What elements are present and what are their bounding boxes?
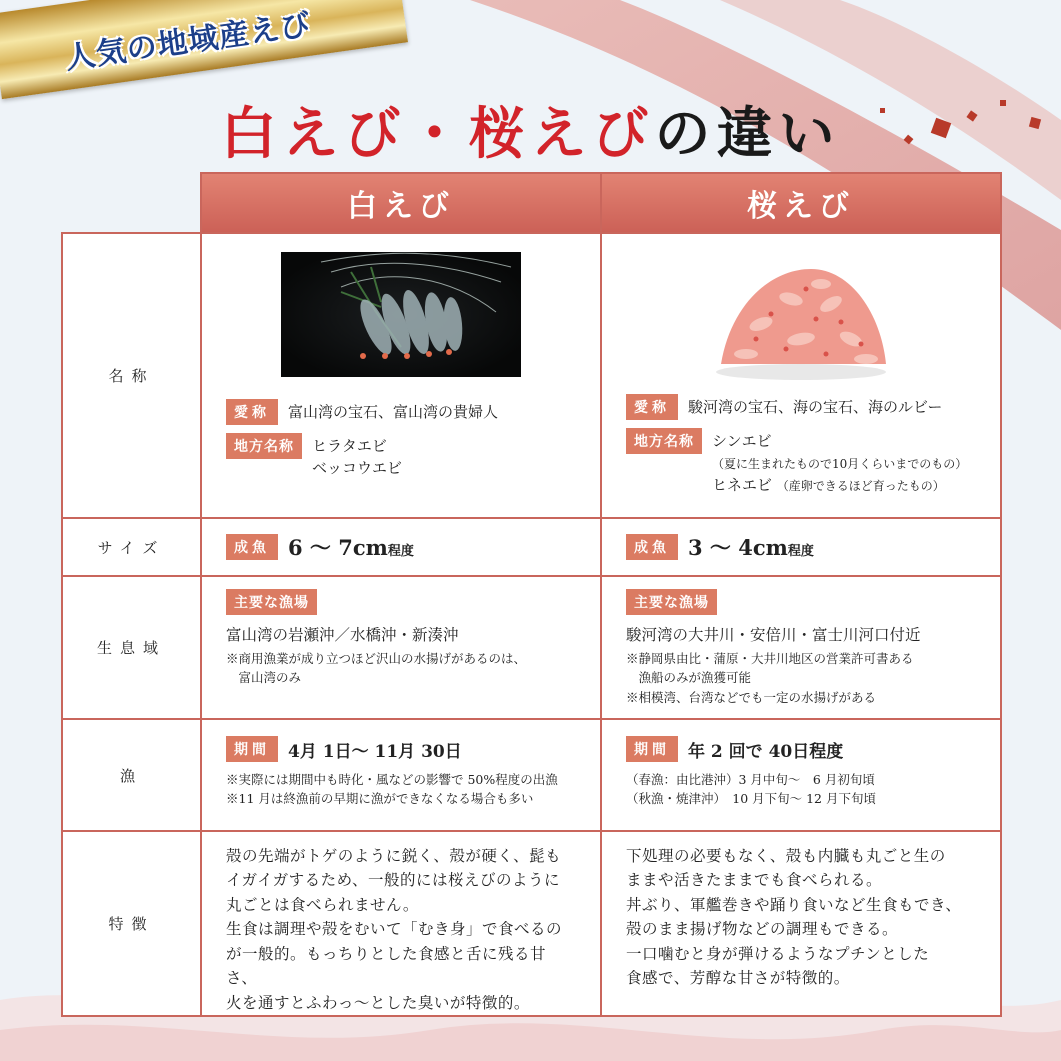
white-fishing-value: 4月 1日〜 11月 30日 — [288, 741, 462, 762]
white-aisho: 富山湾の宝石、富山湾の貴婦人 — [288, 403, 499, 421]
sakura-aisho: 駿河湾の宝石、海の宝石、海のルビー — [688, 398, 943, 416]
sakura-local-names — [712, 428, 967, 496]
row-label-fishing: 漁 — [62, 719, 201, 831]
cell-sakura-fishing — [601, 719, 1001, 831]
white-local-line — [226, 433, 576, 480]
page-title — [0, 90, 1061, 170]
local-name-tag: 地方名称 — [226, 433, 302, 459]
sakura-local-2: ヒネエビ — [712, 475, 773, 494]
header-blank — [62, 173, 201, 233]
size-tag: 成魚 — [626, 534, 678, 560]
table-row-feature — [62, 831, 1001, 1016]
period-tag: 期間 — [626, 736, 678, 762]
white-shrimp-photo — [281, 252, 521, 377]
sakura-fishing-value: 年 2 回で 40日程度 — [688, 741, 844, 762]
sakura-fishing-line — [626, 736, 976, 762]
cell-white-size — [201, 518, 601, 576]
sakura-local-2-note: （産卵できるほど育ったもの） — [776, 478, 945, 493]
period-tag: 期間 — [226, 736, 278, 762]
sakura-shrimp-photo — [701, 244, 901, 384]
fishing-ground-tag: 主要な漁場 — [226, 589, 317, 615]
cell-white-fishing — [201, 719, 601, 831]
white-local-names — [312, 433, 402, 480]
title-suffix: の違い — [654, 101, 841, 167]
cell-sakura-size — [601, 518, 1001, 576]
table-header-row — [62, 173, 1001, 233]
sakura-feature-text: 下処理の必要もなく、殻も内臓も丸ごと生の ままや活きたままでも食べられる。 丼ぶり、軍艦巻きや踊り食いなど生食もでき、 殻のまま揚げ物などの調理もできる。 一口噛むと身が弾けるようなプチンとした 食感で、芳醇な甘さが特徴的。 — [626, 847, 962, 988]
white-habitat-note: ※商用漁業が成り立つほど沢山の水揚げがあるのは、 富山湾のみ — [226, 651, 527, 686]
white-fishing-line — [226, 736, 576, 762]
cell-sakura-habitat — [601, 576, 1001, 719]
column-header-white: 白えび — [201, 173, 601, 233]
sakura-size-value: 3 〜 4cm程度 — [688, 535, 814, 560]
white-habitat-main: 富山湾の岩瀬沖／水橋沖・新湊沖 — [226, 626, 459, 644]
size-tag: 成魚 — [226, 534, 278, 560]
white-size-value: 6 〜 7cm程度 — [288, 535, 414, 560]
aisho-tag: 愛称 — [226, 399, 278, 425]
sakura-aisho-line — [626, 394, 976, 420]
white-local-2: ベッコウエビ — [312, 458, 403, 477]
table-row-fishing — [62, 719, 1001, 831]
fishing-ground-tag: 主要な漁場 — [626, 589, 717, 615]
cell-sakura-name — [601, 233, 1001, 518]
table-row-habitat — [62, 576, 1001, 719]
cell-white-habitat — [201, 576, 601, 719]
local-name-tag: 地方名称 — [626, 428, 702, 454]
sakura-habitat-note: ※静岡県由比・蒲原・大井川地区の営業許可書ある 漁船のみが漁獲可能 ※相模湾、台湾などでも一定の水揚げがある — [626, 651, 914, 705]
sakura-shrimp-icon — [701, 244, 901, 384]
cell-white-name — [201, 233, 601, 518]
sakura-habitat-main: 駿河湾の大井川・安倍川・富士川河口付近 — [626, 626, 921, 644]
white-aisho-line — [226, 399, 576, 425]
white-feature-text: 殻の先端がトゲのように鋭く、殻が硬く、髭も イガイガするため、一般的には桜えびのように 丸ごとは食べられません。 生食は調理や殻をむいて「むき身」で食べるの が一般的。もっちりとした食感と舌に残る甘さ、 火を通すとふわっ〜とした臭いが特徴的。 — [226, 847, 563, 1012]
cell-white-feature — [201, 831, 601, 1016]
sakura-size-line — [626, 532, 976, 562]
white-size-line — [226, 532, 576, 562]
white-fishing-note: ※実際には期間中も時化・風などの影響で 50%程度の出漁 ※11 月は終漁前の早期に漁ができなくなる場合も多い — [226, 772, 558, 807]
white-shrimp-icon — [281, 252, 521, 377]
ribbon-text: 人気の地域産えび — [63, 7, 314, 77]
white-local-1: ヒラタエビ — [312, 437, 387, 455]
aisho-tag: 愛称 — [626, 394, 678, 420]
table-row-size — [62, 518, 1001, 576]
sakura-local-1-note: （夏に生まれたもので10月くらいまでのもの） — [712, 456, 968, 471]
row-label-feature: 特徴 — [62, 831, 201, 1016]
row-label-size: サイズ — [62, 518, 201, 576]
sakura-local-line — [626, 428, 976, 496]
comparison-table — [61, 172, 1002, 1017]
sakura-local-1: シンエビ — [712, 432, 772, 450]
column-header-sakura: 桜えび — [601, 173, 1001, 233]
sakura-fishing-note: （春漁：由比港沖）3 月中旬〜 6 月初旬頃 （秋漁・焼津沖） 10 月下旬〜 12 月下旬頃 — [626, 772, 876, 807]
cell-sakura-feature — [601, 831, 1001, 1016]
table-row-name — [62, 233, 1001, 518]
row-label-habitat: 生息域 — [62, 576, 201, 719]
row-label-name: 名称 — [62, 233, 201, 518]
title-main: 白えび・桜えび — [220, 101, 655, 167]
